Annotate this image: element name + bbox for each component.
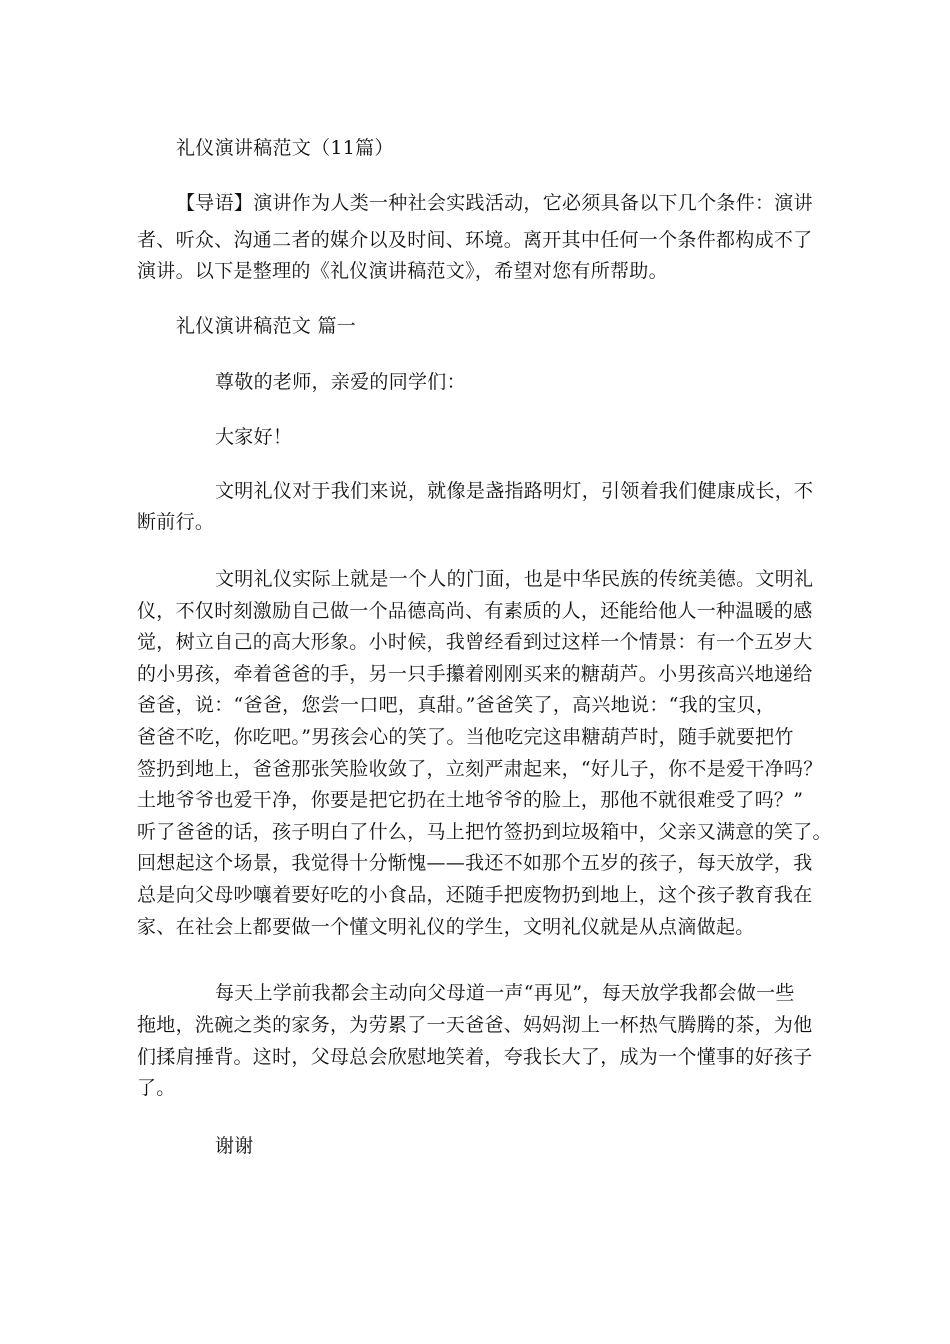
intro-line: 者、听众、沟通二者的媒介以及时间、环境。离开其中任何一个条件都构成不了 — [137, 229, 813, 251]
paragraph-line: 们揉肩捶背。这时，父母总会欣慰地笑着，夸我长大了，成为一个懂事的好孩子 — [137, 1046, 813, 1068]
paragraph-line: 觉，树立自己的高大形象。小时候，我曾经看到过这样一个情景：有一个五岁大 — [137, 631, 813, 653]
paragraph-line: 土地爷爷也爱干净，你要是把它扔在土地爷爷的脸上，那他不就很难受了吗？” — [137, 789, 804, 811]
paragraph-line: 的小男孩，牵着爸爸的手，另一只手攥着刚刚买来的糖葫芦。小男孩高兴地递给 — [137, 663, 813, 685]
intro-line: 【导语】演讲作为人类一种社会实践活动，它必须具备以下几个条件：演讲 — [176, 192, 813, 214]
paragraph-line: 文明礼仪对于我们来说，就像是盏指路明灯，引领着我们健康成长，不 — [215, 480, 814, 502]
document-title: 礼仪演讲稿范文（11篇） — [176, 137, 394, 159]
paragraph-line: 断前行。 — [137, 511, 215, 533]
paragraph-line: 家、在社会上都要做一个懂文明礼仪的学生，文明礼仪就是从点滴做起。 — [137, 916, 755, 938]
paragraph-line: 回想起这个场景，我觉得十分惭愧——我还不如那个五岁的孩子，每天放学，我 — [137, 852, 813, 874]
paragraph-line: 签扔到地上，爸爸那张笑脸收敛了，立刻严肃起来，“好儿子，你不是爱干净吗？ — [137, 758, 823, 780]
closing: 谢谢 — [215, 1135, 254, 1157]
paragraph-line: 了。 — [137, 1077, 176, 1099]
paragraph-line: 爸爸，说：“爸爸，您尝一口吧，真甜。”爸爸笑了，高兴地说：“我的宝贝， — [137, 694, 776, 716]
paragraph-line: 总是向父母吵嚷着要好吃的小食品，还随手把废物扔到地上，这个孩子教育我在 — [137, 884, 813, 906]
paragraph-line: 文明礼仪实际上就是一个人的门面，也是中华民族的传统美德。文明礼 — [215, 568, 814, 590]
paragraph-line: 爸爸不吃，你吃吧。”男孩会心的笑了。当他吃完这串糖葫芦时，随手就要把竹 — [137, 726, 794, 748]
paragraph-line: 听了爸爸的话，孩子明白了什么，马上把竹签扔到垃圾箱中，父亲又满意的笑了。 — [137, 821, 832, 843]
paragraph-line: 每天上学前我都会主动向父母道一声“再见”，每天放学我都会做一些 — [215, 982, 795, 1004]
paragraph-line: 拖地，洗碗之类的家务，为劳累了一天爸爸、妈妈沏上一杯热气腾腾的茶，为他 — [137, 1014, 813, 1036]
intro-line: 演讲。以下是整理的《礼仪演讲稿范文》，希望对您有所帮助。 — [137, 260, 668, 282]
greeting: 大家好！ — [215, 426, 293, 448]
salutation: 尊敬的老师，亲爱的同学们： — [215, 371, 466, 393]
section-title: 礼仪演讲稿范文 篇一 — [176, 315, 357, 337]
paragraph-line: 仪，不仅时刻激励自己做一个品德高尚、有素质的人，还能给他人一种温暖的感 — [137, 600, 813, 622]
